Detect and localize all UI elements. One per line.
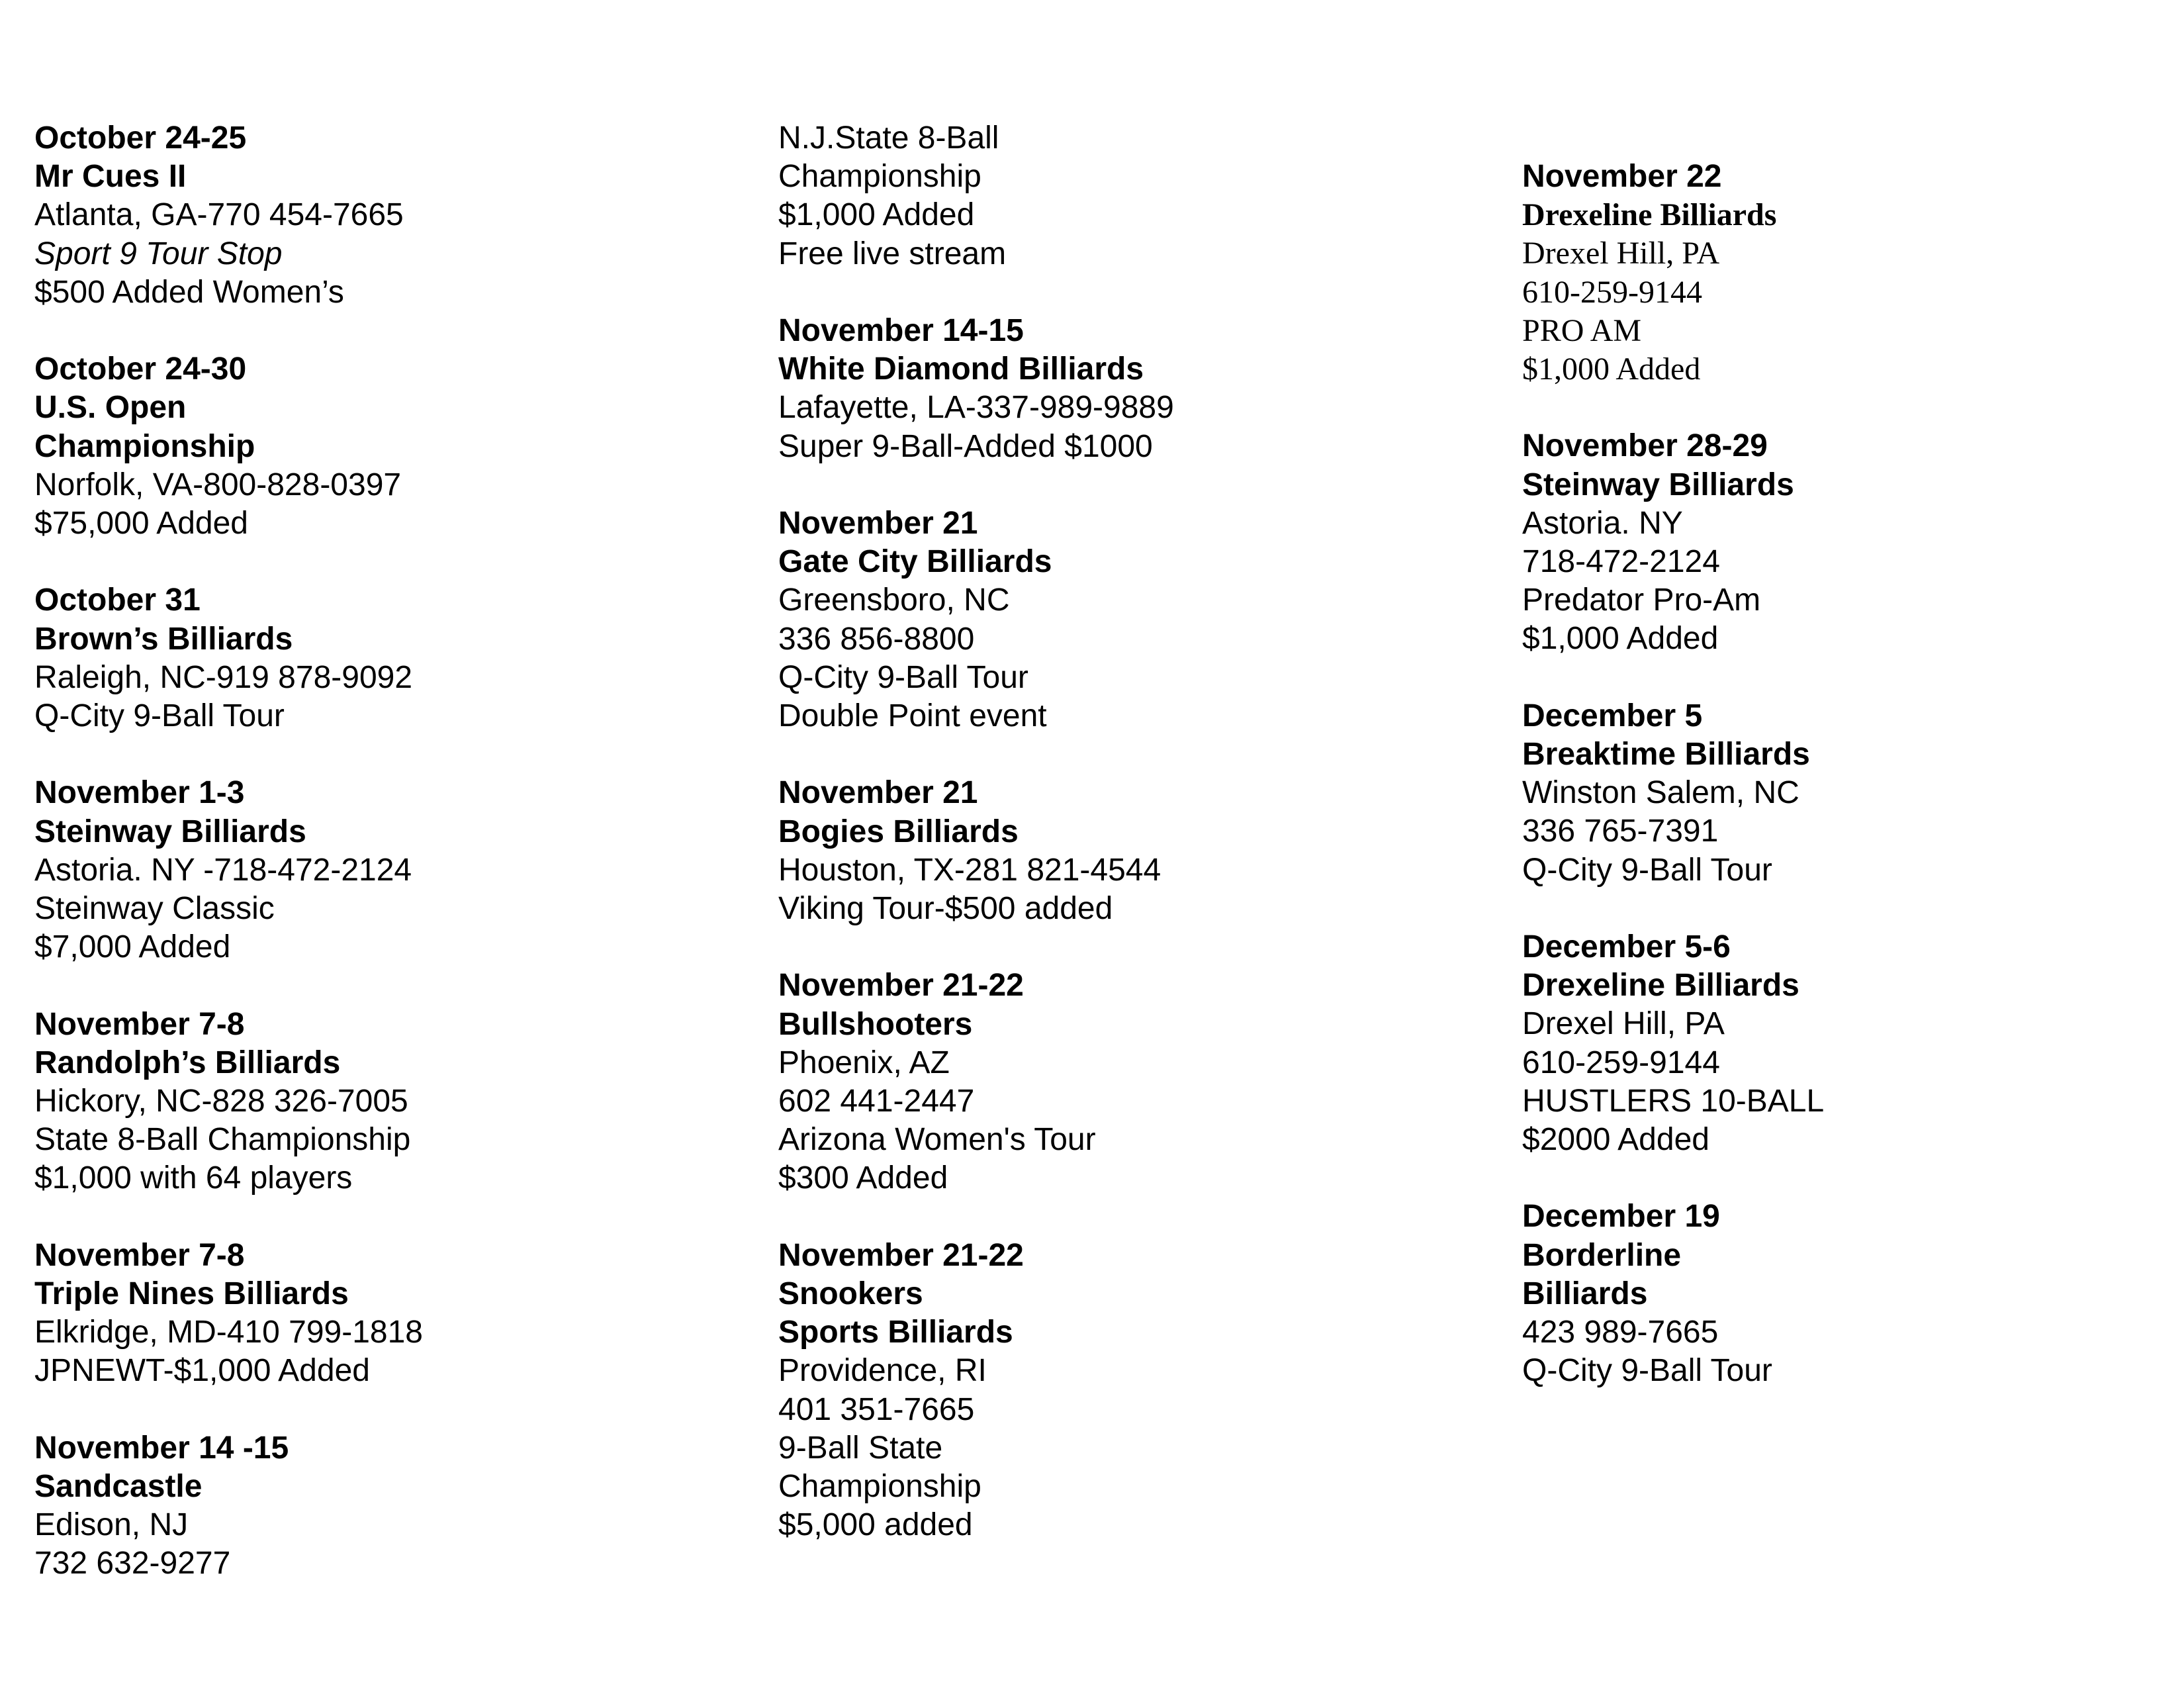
event-venue: Gate City Billiards [778,544,1052,580]
event-detail: Arizona Women's Tour [778,1122,1096,1158]
event-detail: Raleigh, NC-919 878-9092 [34,659,413,695]
event-detail: Hickory, NC-828 326-7005 [34,1084,408,1119]
event-venue: Randolph’s Billiards [34,1045,341,1080]
event-date: November 21 [778,506,978,541]
event-detail: 336 765-7391 [1522,814,1719,849]
event-detail: Double Point event [778,698,1047,734]
event-date: November 21 [778,775,978,811]
event-detail: $1,000 Added [778,197,975,233]
event-detail: 9-Ball State [778,1430,943,1466]
event-entry [778,312,1467,466]
event-detail: 732 632-9277 [34,1546,231,1581]
event-date: November 7-8 [34,1237,245,1273]
event-detail: Winston Salem, NC [1522,775,1799,811]
event-entry [34,1237,723,1391]
event-entry [778,504,1467,735]
event-venue: Sandcastle [34,1469,203,1505]
event-date: October 24-30 [34,352,247,387]
event-entry [34,1006,723,1198]
event-detail: State 8-Ball Championship [34,1122,411,1158]
event-detail: Championship [778,1469,981,1505]
event-detail: $75,000 Added [34,506,248,541]
event-detail: Astoria. NY -718-472-2124 [34,852,412,888]
event-detail: Atlanta, GA-770 454-7665 [34,197,404,233]
event-detail: Drexel Hill, PA [1522,1006,1725,1042]
column-2 [778,119,1467,1583]
event-entry [34,1429,723,1583]
event-date: November 21-22 [778,1237,1024,1273]
event-date: N.J.State 8-Ball [778,120,999,156]
event-detail: 610-259-9144 [1522,274,1702,310]
event-detail: PRO AM [1522,312,1642,348]
event-date: October 24-25 [34,120,247,156]
event-detail: $7,000 Added [34,929,231,965]
event-detail: 401 351-7665 [778,1391,975,1427]
event-detail: $2000 Added [1522,1122,1709,1158]
event-entry [1522,1197,2184,1390]
event-venue: Breaktime Billiards [1522,737,1810,773]
event-venue: Steinway Billiards [34,814,306,849]
event-date: December 5 [1522,698,1703,733]
event-detail: 423 989-7665 [1522,1315,1719,1350]
event-entry [1522,928,2184,1159]
event-venue: Bullshooters [778,1006,973,1042]
event-detail: 718-472-2124 [1522,544,1720,580]
event-venue: Drexeline Billiards [1522,197,1777,233]
event-entry [778,774,1467,928]
event-detail: Edison, NJ [34,1507,189,1543]
event-venue: Drexeline Billiards [1522,968,1799,1004]
event-entry [1522,158,2184,389]
event-detail: Phoenix, AZ [778,1045,950,1080]
event-venue: Triple Nines Billiards [34,1276,349,1312]
event-venue: Championship [34,428,255,464]
event-detail: Lafayette, LA-337-989-9889 [778,390,1174,426]
event-detail: Q-City 9-Ball Tour [34,698,285,734]
event-detail: Norfolk, VA-800-828-0397 [34,467,402,502]
event-date: October 31 [34,583,201,618]
event-detail: 336 856-8800 [778,621,975,657]
event-date: November 14 -15 [34,1430,289,1466]
event-detail: Houston, TX-281 821-4544 [778,852,1161,888]
event-venue: Bogies Billiards [778,814,1019,849]
event-venue: Sports Billiards [778,1315,1013,1350]
event-detail: Q-City 9-Ball Tour [1522,852,1772,888]
event-date: November 21-22 [778,968,1024,1004]
event-entry [34,350,723,543]
event-entry [34,119,723,312]
column-3 [1522,158,2184,1429]
event-detail: Q-City 9-Ball Tour [1522,1353,1772,1389]
event-entry [34,581,723,735]
event-detail: Super 9-Ball-Added $1000 [778,428,1153,464]
event-detail: 602 441-2447 [778,1084,975,1119]
event-detail: Elkridge, MD-410 799-1818 [34,1315,423,1350]
event-detail: HUSTLERS 10-BALL [1522,1083,1825,1119]
event-venue: White Diamond Billiards [778,352,1144,387]
event-detail: Championship [778,159,981,195]
event-venue: U.S. Open [34,390,187,426]
event-date: November 22 [1522,159,1722,194]
event-date: November 28-29 [1522,428,1768,464]
event-detail: Free live stream [778,236,1007,271]
event-detail: $5,000 added [778,1507,973,1543]
event-date: November 7-8 [34,1006,245,1042]
event-venue: Borderline [1522,1237,1682,1273]
event-detail: $300 Added [778,1160,948,1196]
event-detail: Providence, RI [778,1353,987,1389]
event-detail: $500 Added Women’s [34,274,344,310]
event-entry [34,774,723,966]
event-entry [778,966,1467,1197]
event-entry [1522,427,2184,658]
event-date: November 14-15 [778,313,1024,348]
event-detail: Greensboro, NC [778,583,1010,618]
event-detail: Astoria. NY [1522,505,1683,541]
event-detail: $1,000 with 64 players [34,1160,353,1196]
event-detail: 610-259-9144 [1522,1045,1720,1080]
event-date: December 5-6 [1522,929,1731,965]
event-detail: $1,000 Added [1522,352,1701,387]
event-entry [778,119,1467,273]
event-date: December 19 [1522,1199,1720,1235]
event-detail: $1,000 Added [1522,621,1719,657]
event-detail: Drexel Hill, PA [1522,236,1720,271]
event-venue: Brown’s Billiards [34,621,293,657]
event-date: November 1-3 [34,775,245,811]
event-venue: Snookers [778,1276,923,1312]
event-entry [778,1237,1467,1545]
event-detail: Q-City 9-Ball Tour [778,659,1028,695]
event-detail: Viking Tour-$500 added [778,891,1113,927]
event-venue: Mr Cues II [34,159,187,195]
event-entry [1522,697,2184,890]
event-venue: Billiards [1522,1276,1648,1311]
event-detail: JPNEWT-$1,000 Added [34,1353,370,1389]
column-1 [34,119,723,1622]
event-detail: Predator Pro-Am [1522,583,1761,618]
event-venue: Steinway Billiards [1522,467,1794,502]
event-detail: Steinway Classic [34,891,275,927]
event-detail: Sport 9 Tour Stop [34,236,283,271]
